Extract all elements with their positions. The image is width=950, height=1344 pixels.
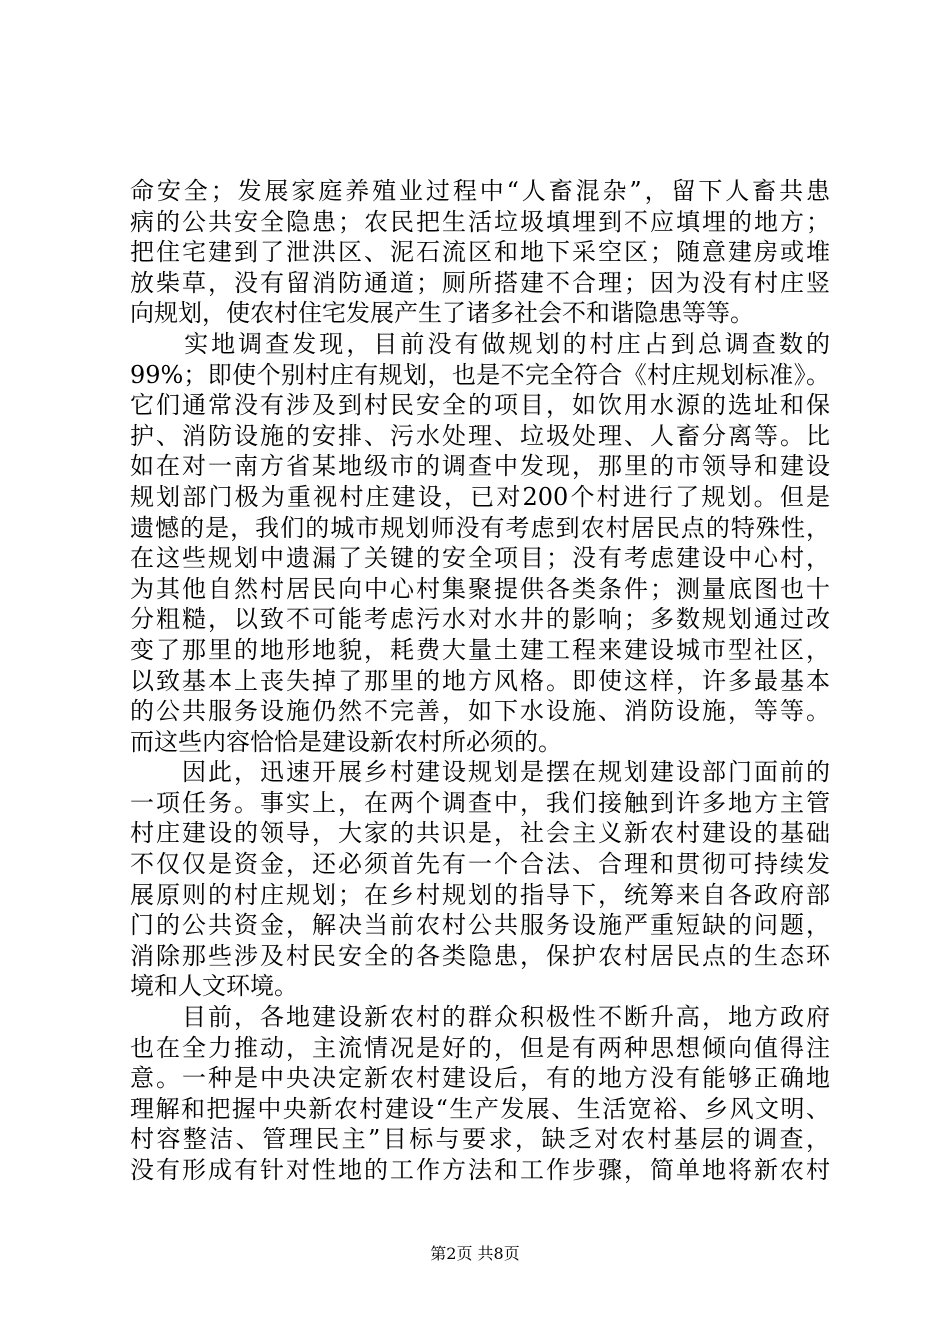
text-line: 如在对一南方省某地级市的调查中发现，那里的市领导和建设 (130, 452, 830, 481)
text-line: 病的公共安全隐患；农民把生活垃圾填埋到不应填埋的地方； (130, 207, 830, 236)
text-line: 门的公共资金，解决当前农村公共服务设施严重短缺的问题， (130, 911, 830, 940)
text-line: 为其他自然村居民向中心村集聚提供各类条件；测量底图也十 (130, 574, 830, 603)
text-line: 没有形成有针对性地的工作方法和工作步骤，简单地将新农村 (130, 1156, 830, 1184)
text-line: 以致基本上丧失掉了那里的地方风格。即使这样，许多最基本 (130, 666, 830, 695)
page-footer: 第2页 共8页 (430, 1244, 520, 1263)
text-line: 消除那些涉及村民安全的各类隐患，保护农村居民点的生态环 (130, 941, 830, 970)
text-line: 展原则的村庄规划；在乡村规划的指导下，统筹来自各政府部 (130, 880, 830, 909)
text-line: 一项任务。事实上，在两个调查中，我们接触到许多地方主管 (130, 788, 830, 817)
body-text (130, 176, 830, 1186)
text-line: 规划部门极为重视村庄建设，已对200个村进行了规划。但是 (130, 482, 830, 511)
text-line: 命安全；发展家庭养殖业过程中“人畜混杂”，留下人畜共患 (130, 177, 830, 205)
text-line: 把住宅建到了泄洪区、泥石流区和地下采空区；随意建房或堆 (130, 238, 830, 267)
text-line: 99%；即使个别村庄有规划，也是不完全符合《村庄规划标准》。 (130, 360, 830, 389)
text-line: 境和人文环境。 (130, 972, 298, 1001)
text-line: 遗憾的是，我们的城市规划师没有考虑到农村居民点的特殊性， (130, 513, 830, 542)
text-line: 目前，各地建设新农村的群众积极性不断升高，地方政府 (130, 1003, 830, 1032)
text-line: 变了那里的地形地貌，耗费大量土建工程来建设城市型社区， (130, 635, 830, 664)
text-line: 也在全力推动，主流情况是好的，但是有两种思想倾向值得注 (130, 1033, 830, 1062)
text-line: 它们通常没有涉及到村民安全的项目，如饮用水源的选址和保 (130, 391, 830, 420)
text-line: 放柴草，没有留消防通道；厕所搭建不合理；因为没有村庄竖 (130, 268, 830, 297)
text-line: 向规划，使农村住宅发展产生了诸多社会不和谐隐患等等。 (130, 299, 754, 328)
text-line: 而这些内容恰恰是建设新农村所必须的。 (130, 727, 562, 756)
text-line: 护、消防设施的安排、污水处理、垃圾处理、人畜分离等。比 (130, 421, 830, 450)
text-line: 实地调查发现，目前没有做规划的村庄占到总调查数的 (130, 329, 830, 358)
text-line: 因此，迅速开展乡村建设规划是摆在规划建设部门面前的 (130, 758, 830, 787)
text-line: 理解和把握中央新农村建设“生产发展、生活宽裕、乡风文明、 (130, 1094, 830, 1123)
text-line: 分粗糙，以致不可能考虑污水对水井的影响；多数规划通过改 (130, 605, 830, 634)
text-line: 村庄建设的领导，大家的共识是，社会主义新农村建设的基础 (130, 819, 830, 848)
text-line: 村容整洁、管理民主”目标与要求，缺乏对农村基层的调查， (130, 1125, 830, 1154)
text-line: 在这些规划中遗漏了关键的安全项目；没有考虑建设中心村， (130, 544, 830, 573)
text-line: 的公共服务设施仍然不完善，如下水设施、消防设施，等等。 (130, 697, 830, 726)
text-line: 不仅仅是资金，还必须首先有一个合法、合理和贯彻可持续发 (130, 850, 830, 879)
text-line: 意。一种是中央决定新农村建设后，有的地方没有能够正确地 (130, 1064, 830, 1093)
